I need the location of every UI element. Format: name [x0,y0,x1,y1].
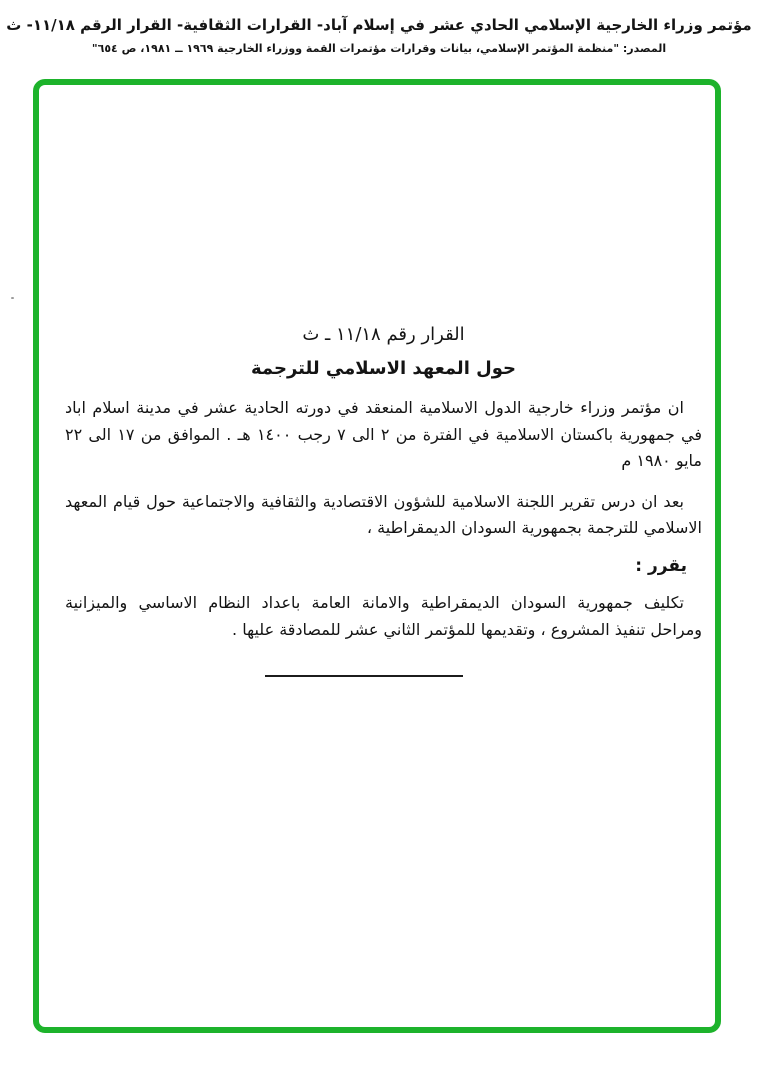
decision-paragraph: تكليف جمهورية السودان الديمقراطية والامانة العامة باعداد النظام الاساسي والميزانية ومراحل تنفيذ المشروع ، وتقديمها للمؤتمر الثاني عشر للمصادقة عليها . [65,593,702,639]
header-conference-title: مؤتمر وزراء الخارجية الإسلامي الحادي عشر في إسلام آباد- القرارات الثقافية- القرار الرقم ١١/١٨- ث [6,16,752,34]
document-header [0,14,758,56]
signature-divider-line [265,675,463,677]
resolution-number: القرار رقم ١١/١٨ ـ ث [302,324,465,345]
resolution-title: حول المعهد الاسلامي للترجمة [250,358,517,380]
scan-artifact-dot [11,297,14,299]
header-source-citation: المصدر: "منظمة المؤتمر الإسلامي، بيانات وقرارات مؤتمرات القمة ووزراء الخارجية ١٩٦٩ ــ ١٩٨١، ص ٦٥٤" [91,41,667,55]
consideration-paragraph: بعد ان درس تقرير اللجنة الاسلامية للشؤون الاقتصادية والثقافية والاجتماعية حول قيام المعهد الاسلامي للترجمة بجمهورية السودان الديمقراطية ، [65,491,702,537]
preamble-paragraph: ان مؤتمر وزراء خارجية الدول الاسلامية المنعقد في دورته الحادية عشر في مدينة اسلام اباد في جمهورية باكستان الاسلامية في الفترة من ٢ الى ٧ رجب ١٤٠٠ هـ . الموافق من ١٧ الى ٢٢ مايو ١٩٨٠ م [65,398,703,471]
document-body [39,85,715,1027]
green-border-frame [33,79,721,1033]
decree-label: يقرر : [635,556,687,577]
